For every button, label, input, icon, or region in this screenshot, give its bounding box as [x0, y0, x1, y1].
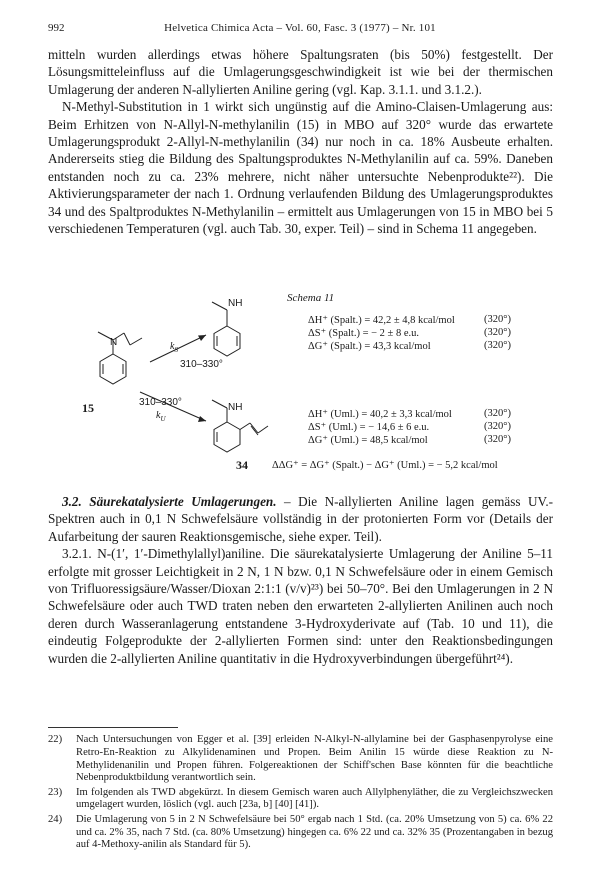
eq-uml-enthalpy-temp: (320°) [484, 408, 511, 419]
section-3-2-text: – Die N-allylierten Aniline lagen gemäss UV.-Spektren auch in 0,1 N Schwefelsäure vollständig in der protonierten Form vor (Details der Aufarbeitung der sauren Reaktionsgemische, siehe exper. Teil). [48, 494, 554, 544]
footnote-rule [48, 727, 178, 728]
atom-label-nh-top: NH [228, 298, 243, 309]
section-3-2-title: 3.2. Säurekatalysierte Umlagerungen. [62, 494, 277, 509]
section-3-2-1-text: Die säurekatalysierte Umlagerung der Aniline 5–11 erfolgte mit grosser Leichtigkeit in 2 N, 1 N bzw. 0,1 N Schwefelsäure oder in einem Gemisch von Trifluoressigsäure/Wasser/Dioxan 2:1:1 (v/v)²³) bei 50–70°. Bei den Umlagerungen in 2 N Schwefelsäure oder auch TWD traten neben den erwarteten 2-allylierten Anilinen auch noch deren durch Wasseranlagerung entstandene 3-Hydroxyderivate auf (Tab. 10 und 11), die eindeutig Folgeprodukte der 2-allylierten Formen sind: unter den Reaktionsbedingungen wurden die 2-allylierten Aniline quantitativ in die Hydroxyverbindungen übergeführt²⁴). [48, 546, 554, 666]
eq-uml-entropy: ΔS⁺ (Uml.) = − 14,6 ± 6 e.u. [308, 422, 430, 433]
atom-label-n: N [110, 337, 118, 348]
eq-spalt-free-energy-temp: (320°) [484, 340, 511, 351]
footnotes [48, 734, 553, 854]
section-3-2-1 [48, 545, 553, 667]
eq-uml-entropy-temp: (320°) [484, 421, 511, 432]
rate-constant-s: $k_S$ [170, 341, 178, 354]
section-3-2 [48, 493, 553, 545]
eq-spalt-free-energy: ΔG⁺ (Spalt.) = 43,3 kcal/mol [308, 341, 431, 352]
benzene-ring-start [100, 354, 126, 384]
running-header [48, 22, 552, 36]
running-head: Helvetica Chimica Acta – Vol. 60, Fasc. 3 (1977) – Nr. 101 [164, 22, 436, 34]
section-3-2-1-title: 3.2.1. N-(1′, 1′-Dimethylallyl)aniline. [62, 546, 265, 562]
eq-spalt-entropy-temp: (320°) [484, 327, 511, 338]
benzene-ring-top [214, 326, 240, 356]
footnote-24: 24) Die Umlagerung von 5 in 2 N Schwefelsäure bei 50° ergab nach 1 Std. (ca. 20% Umsetzung von 5) ca. 6% 22 und ca. 2% 35, nach 7 Std. (ca. 80% Umsetzung) hingegen ca. 6% 22 und ca. 32% 35 (Prozentangaben in bezug auf 4-Methoxy-anilin als Standard für 5). [48, 813, 553, 851]
paragraph-1: mitteln wurden allerdings etwas höhere Spaltungsraten (bis 50%) festgestellt. Der Lösungsmitteleinfluss auf die Umlagerungsgeschwindigkeit ist wie bei der thermischen Umlagerung der anderen N-allylierten Aniline gering (vgl. Kap. 3.1.1. und 3.1.2.). [48, 47, 553, 97]
eq-uml-free-energy-temp: (320°) [484, 434, 511, 445]
footnote-23: 23) Im folgenden als TWD abgekürzt. In diesem Gemisch waren auch Allylphenyläther, die zu Vergleichszwecken umgelagert wurden, löslich (vgl. auch [23a, b] [40] [41]). [48, 786, 553, 811]
eq-uml-enthalpy: ΔH⁺ (Uml.) = 40,2 ± 3,3 kcal/mol [308, 409, 452, 420]
atom-label-nh-bottom: NH [228, 402, 243, 413]
paragraph-2: N-Methyl-Substitution in 1 wirkt sich ungünstig auf die Amino-Claisen-Umlagerung aus: Beim Erhitzen von N-Allyl-N-methylanilin (15) in MBO auf 320° wurde das erwartete Umlagerungsprodukt 2-Allyl-N-methylanilin (34) nur noch in ca. 18% Ausbeute erhalten. Andererseits stieg die Bildung des Spaltungsproduktes N-Methylanilin auf ca. 59%. Daneben entstanden noch zu ca. 23% mehrere, nicht näher untersuchte Nebenprodukte²²). Die Aktivierungsparameter der nach 1. Ordnung verlaufenden Bildung des Umlagerungsproduktes 34 und des Spaltproduktes N-Methylanilin – ermittelt aus Umlagerungen von 15 in MBO bei 5 verschiedenen Temperaturen (vgl. auch Tab. 30, exper. Teil) – sind in Schema 11 angegeben. [48, 99, 553, 237]
footnote-22: 22) Nach Untersuchungen von Egger et al. [39] erleiden N-Alkyl-N-allylamine bei der Gasphasenpyrolyse eine Retro-En-Reaktion zu Alkylidenaminen und Propen. Beim Anilin 15 würde diese Reaktion zu N-Methylidenanilin und Propen führen. Folgereaktionen der Schiff'schen Base könnten für die beachtliche Nebenproduktbildung verantwortlich sein. [48, 734, 553, 784]
eq-uml-free-energy: ΔG⁺ (Uml.) = 48,5 kcal/mol [308, 435, 428, 446]
rate-constant-u: $k_U$ [156, 410, 166, 423]
body-text-top [48, 46, 553, 237]
eq-spalt-enthalpy-temp: (320°) [484, 314, 511, 325]
eq-spalt-entropy: ΔS⁺ (Spalt.) = − 2 ± 8 e.u. [308, 328, 419, 339]
body-text-bottom [48, 493, 553, 667]
temperature-top: 310–330° [180, 359, 223, 370]
compound-number-15: 15 [82, 401, 94, 415]
temperature-bottom: 310–330° [139, 397, 182, 408]
benzene-ring-bottom [214, 422, 240, 452]
eq-spalt-enthalpy: ΔH⁺ (Spalt.) = 42,2 ± 4,8 kcal/mol [308, 315, 455, 326]
compound-number-34: 34 [236, 458, 248, 472]
page-number: 992 [48, 22, 65, 34]
eq-delta-delta-g: ΔΔG⁺ = ΔG⁺ (Spalt.) − ΔG⁺ (Uml.) = − 5,2 kcal/mol [272, 460, 498, 471]
scheme-title: Schema 11 [287, 292, 335, 304]
arrow-spaltung [150, 335, 206, 362]
